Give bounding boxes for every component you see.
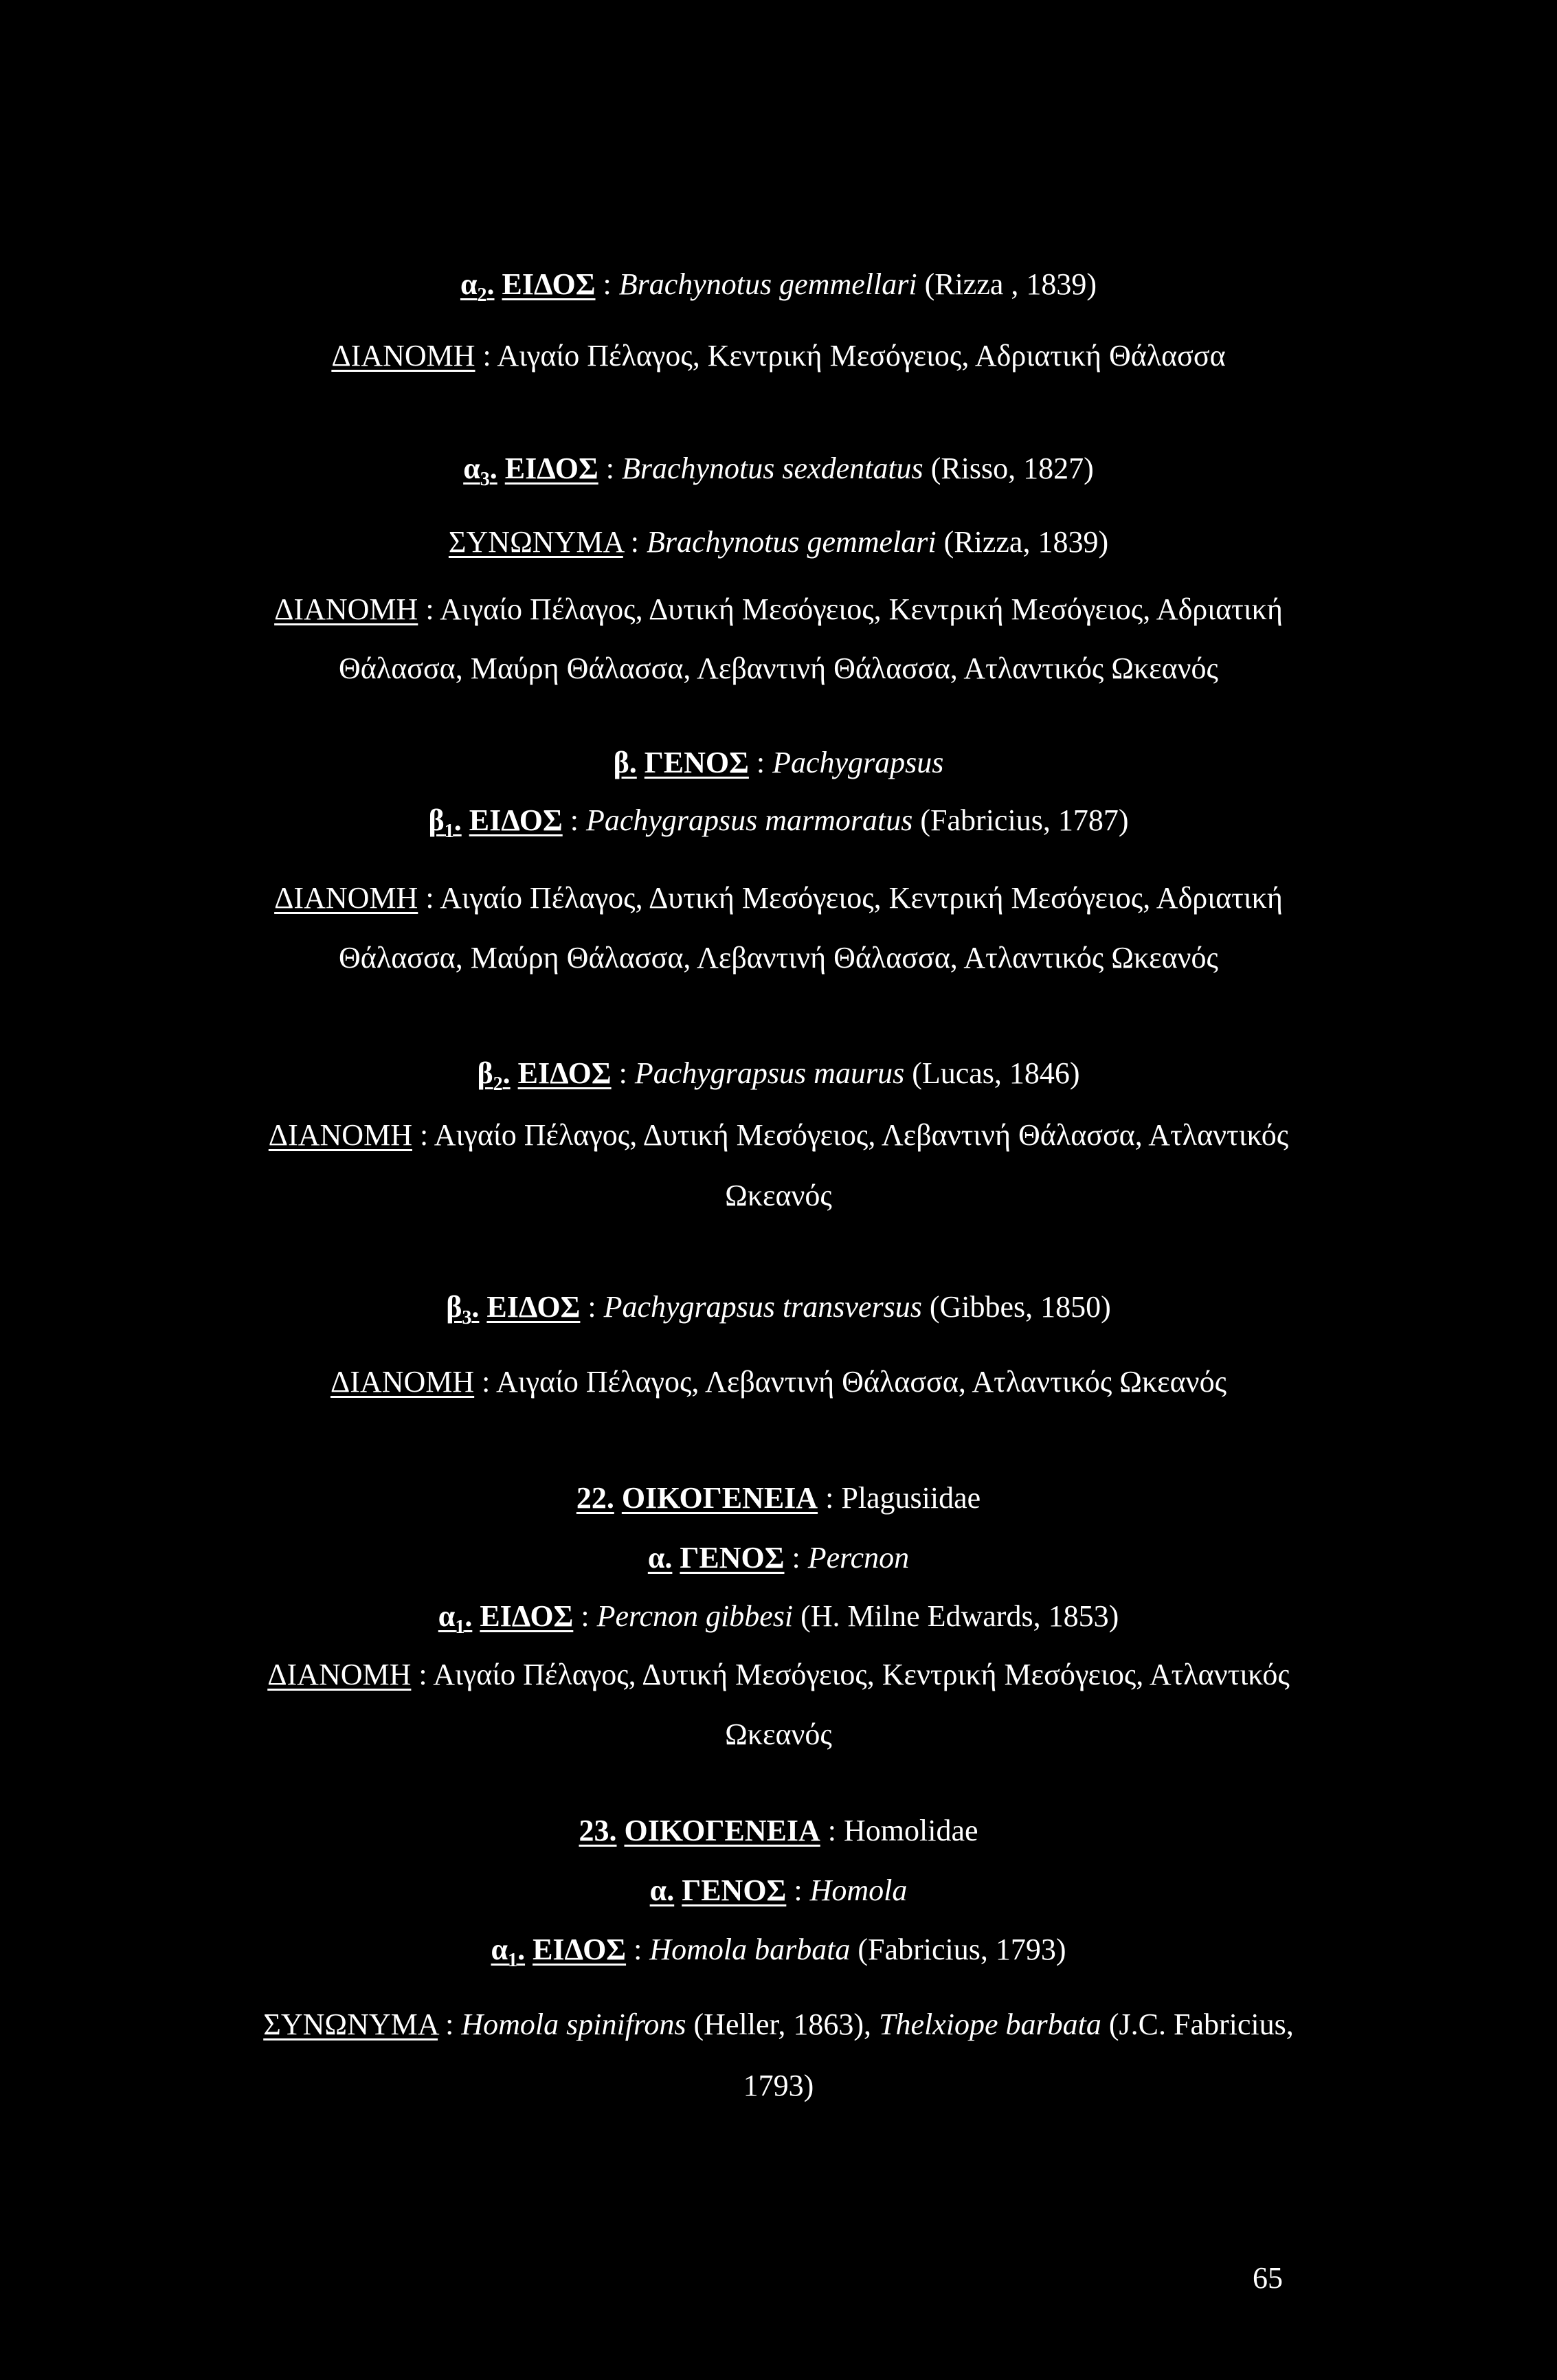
family-name: Plagusiidae (841, 1481, 981, 1515)
species-name: Percnon gibbesi (596, 1599, 794, 1633)
distribution-text: Αιγαίο Πέλαγος, Δυτική Μεσόγειος, Λεβαντινή Θάλασσα, Ατλαντικός (434, 1118, 1289, 1152)
species-heading-percnon-gibbesi: $\alpha_1$. ΕΙΔΟΣ : Percnon gibbesi (H. Milne Edwards, 1853) (438, 1599, 1119, 1638)
distribution-line: ΔΙΑΝΟΜΗ : Αιγαίο Πέλαγος, Κεντρική Μεσόγειος, Αδριατική Θάλασσα (331, 339, 1226, 372)
genus-name: Percnon (807, 1541, 910, 1575)
entry-label: β. (613, 746, 637, 779)
synonym-name: Brachynotus gemmelari (647, 525, 937, 559)
family-heading-plagusiidae: 22. ΟΙΚΟΓΕΝΕΙΑ : Plagusiidae (576, 1481, 981, 1515)
species-author: (Fabricius, 1793) (858, 1933, 1066, 1966)
distribution-text: Αιγαίο Πέλαγος, Δυτική Μεσόγειος, Κεντρική Μεσόγειος, Αδριατική (440, 592, 1283, 626)
species-heading-pachygrapsus-maurus: $\beta_2$. ΕΙΔΟΣ : Pachygrapsus maurus (Lucas, 1846) (477, 1056, 1080, 1095)
synonym-author: (J.C. Fabricius, (1108, 2008, 1294, 2041)
species-name: Brachynotus sexdentatus (621, 452, 923, 485)
distribution-label: ΔΙΑΝΟΜΗ (331, 339, 475, 372)
genus-heading-pachygrapsus: β. ΓΕΝΟΣ : Pachygrapsus (613, 746, 944, 779)
entry-label: $\alpha_1$. (438, 1599, 473, 1638)
entry-label: α. (649, 1873, 675, 1907)
species-heading-pachygrapsus-transversus: $\beta_3$. ΕΙΔΟΣ : Pachygrapsus transversus (Gibbes, 1850) (446, 1290, 1111, 1328)
entry-label: $\alpha_3$. (463, 452, 497, 490)
synonym-name: Thelxiope barbata (879, 2008, 1101, 2041)
entry-type: ΕΙΔΟΣ (480, 1599, 574, 1633)
species-author: (Fabricius, 1787) (920, 803, 1129, 837)
species-author: (H. Milne Edwards, 1853) (800, 1599, 1119, 1633)
species-heading-brachynotus-sexdentatus: $\alpha_3$. ΕΙΔΟΣ : Brachynotus sexdentatus (Risso, 1827) (463, 452, 1094, 490)
species-heading-pachygrapsus-marmoratus: $\beta_1$. ΕΙΔΟΣ : Pachygrapsus marmoratus (Fabricius, 1787) (428, 803, 1129, 842)
page-number: 65 (1253, 2261, 1283, 2295)
entry-type: ΕΙΔΟΣ (502, 267, 596, 301)
distribution-line: ΔΙΑΝΟΜΗ : Αιγαίο Πέλαγος, Δυτική Μεσόγειος, Λεβαντινή Θάλασσα, Ατλαντικός (268, 1118, 1289, 1152)
species-author: (Rizza , 1839) (924, 267, 1097, 301)
entry-type: ΕΙΔΟΣ (504, 452, 598, 485)
distribution-label: ΔΙΑΝΟΜΗ (268, 1118, 412, 1152)
distribution-line: ΔΙΑΝΟΜΗ : Αιγαίο Πέλαγος, Λεβαντινή Θάλασσα, Ατλαντικός Ωκεανός (330, 1365, 1226, 1399)
species-name: Pachygrapsus transversus (603, 1290, 922, 1324)
entry-label: $\beta_2$. (477, 1056, 511, 1095)
entry-label: $\beta_3$. (446, 1290, 480, 1328)
species-heading-homola-barbata: $\alpha_1$. ΕΙΔΟΣ : Homola barbata (Fabricius, 1793) (491, 1933, 1066, 1971)
species-author: (Gibbes, 1850) (929, 1290, 1111, 1324)
synonym-author: (Heller, 1863), (693, 2008, 872, 2041)
genus-heading-percnon: α. ΓΕΝΟΣ : Percnon (647, 1541, 910, 1575)
distribution-label: ΔΙΑΝΟΜΗ (274, 881, 418, 915)
synonym-line: ΣΥΝΩΝΥΜΑ : Brachynotus gemmelari (Rizza, 1839) (448, 525, 1109, 559)
distribution-line-continued: Ωκεανός (725, 1179, 832, 1212)
species-author: (Lucas, 1846) (912, 1056, 1080, 1090)
genus-name: Pachygrapsus (772, 746, 944, 779)
distribution-line: ΔΙΑΝΟΜΗ : Αιγαίο Πέλαγος, Δυτική Μεσόγειος, Κεντρική Μεσόγειος, Ατλαντικός (267, 1658, 1290, 1691)
entry-label: α. (647, 1541, 673, 1575)
distribution-line-continued: Ωκεανός (725, 1717, 832, 1751)
entry-type: ΟΙΚΟΓΕΝΕΙΑ (621, 1481, 818, 1515)
species-heading-brachynotus-gemmellari: $\alpha_2$. ΕΙΔΟΣ : Brachynotus gemmellari (Rizza , 1839) (460, 267, 1097, 306)
entry-type: ΕΙΔΟΣ (517, 1056, 612, 1090)
synonym-label: ΣΥΝΩΝΥΜΑ (263, 2008, 438, 2041)
distribution-line-continued: Θάλασσα, Μαύρη Θάλασσα, Λεβαντινή Θάλασσα, Ατλαντικός Ωκεανός (339, 941, 1218, 975)
entry-type: ΓΕΝΟΣ (682, 1873, 787, 1907)
synonym-line-continued: 1793) (743, 2069, 814, 2102)
entry-label: 22. (576, 1481, 614, 1515)
entry-type: ΓΕΝΟΣ (680, 1541, 785, 1575)
entry-type: ΕΙΔΟΣ (533, 1933, 627, 1966)
distribution-line: ΔΙΑΝΟΜΗ : Αιγαίο Πέλαγος, Δυτική Μεσόγειος, Κεντρική Μεσόγειος, Αδριατική (274, 592, 1283, 626)
distribution-text: Αιγαίο Πέλαγος, Λεβαντινή Θάλασσα, Ατλαντικός Ωκεανός (495, 1365, 1226, 1399)
entry-label: $\beta_1$. (428, 803, 462, 842)
entry-label: $\alpha_1$. (491, 1933, 526, 1971)
synonym-author: (Rizza, 1839) (943, 525, 1109, 559)
distribution-label: ΔΙΑΝΟΜΗ (330, 1365, 475, 1399)
distribution-text: Αιγαίο Πέλαγος, Δυτική Μεσόγειος, Κεντρική Μεσόγειος, Αδριατική (440, 881, 1283, 915)
distribution-label: ΔΙΑΝΟΜΗ (274, 592, 418, 626)
species-name: Homola barbata (649, 1933, 851, 1966)
family-name: Homolidae (844, 1814, 978, 1847)
synonym-label: ΣΥΝΩΝΥΜΑ (448, 525, 623, 559)
synonym-name: Homola spinifrons (461, 2008, 686, 2041)
distribution-line-continued: Θάλασσα, Μαύρη Θάλασσα, Λεβαντινή Θάλασσα, Ατλαντικός Ωκεανός (339, 652, 1218, 685)
entry-type: ΕΙΔΟΣ (486, 1290, 581, 1324)
species-author: (Risso, 1827) (930, 452, 1094, 485)
family-heading-homolidae: 23. ΟΙΚΟΓΕΝΕΙΑ : Homolidae (579, 1814, 978, 1847)
distribution-line: ΔΙΑΝΟΜΗ : Αιγαίο Πέλαγος, Δυτική Μεσόγειος, Κεντρική Μεσόγειος, Αδριατική (274, 881, 1283, 915)
species-name: Pachygrapsus maurus (634, 1056, 905, 1090)
distribution-text: Αιγαίο Πέλαγος, Δυτική Μεσόγειος, Κεντρική Μεσόγειος, Ατλαντικός (433, 1658, 1290, 1691)
species-name: Brachynotus gemmellari (618, 267, 917, 301)
entry-label: 23. (579, 1814, 617, 1847)
entry-type: ΟΙΚΟΓΕΝΕΙΑ (624, 1814, 820, 1847)
species-name: Pachygrapsus marmoratus (585, 803, 913, 837)
entry-type: ΓΕΝΟΣ (644, 746, 749, 779)
genus-heading-homola: α. ΓΕΝΟΣ : Homola (649, 1873, 908, 1907)
synonym-line: ΣΥΝΩΝΥΜΑ : Homola spinifrons (Heller, 1863), Thelxiope barbata (J.C. Fabricius, (263, 2008, 1294, 2041)
genus-name: Homola (809, 1873, 908, 1907)
entry-label: $\alpha_2$. (460, 267, 495, 306)
distribution-text: Αιγαίο Πέλαγος, Κεντρική Μεσόγειος, Αδριατική Θάλασσα (497, 339, 1226, 372)
distribution-label: ΔΙΑΝΟΜΗ (267, 1658, 412, 1691)
entry-type: ΕΙΔΟΣ (469, 803, 563, 837)
